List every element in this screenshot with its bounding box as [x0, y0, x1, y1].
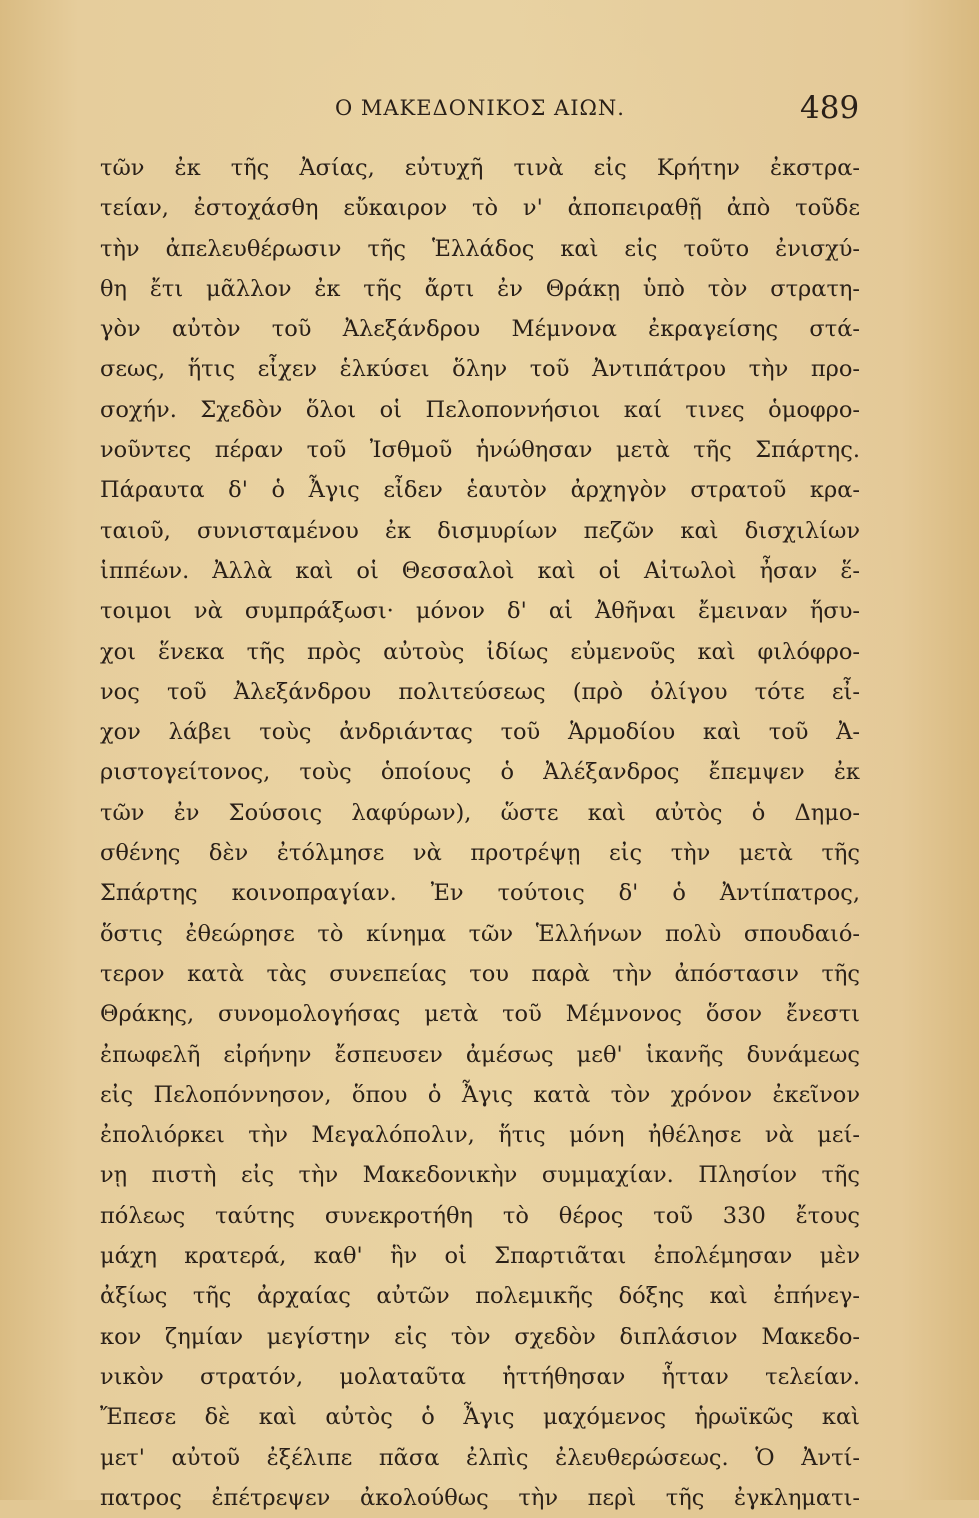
text-line: σοχήν. Σχεδὸν ὅλοι οἱ Πελοποννήσιοι καί τινες ὁμοφρο- [100, 396, 860, 423]
text-line: ὅστις ἐθεώρησε τὸ κίνημα τῶν Ἑλλήνων πολὺ σπουδαιό- [100, 920, 860, 947]
text-line: σεως, ἥτις εἶχεν ἑλκύσει ὅλην τοῦ Ἀντιπάτρου τὴν προ- [100, 356, 860, 383]
text-line: τοιμοι νὰ συμπράξωσι· μόνον δ' αἱ Ἀθῆναι ἔμειναν ἥσυ- [100, 598, 860, 625]
page-number: 489 [800, 90, 860, 126]
text-line: ἐπωφελῆ εἰρήνην ἔσπευσεν ἀμέσως μεθ' ἱκανῆς δυνάμεως [100, 1041, 860, 1068]
text-line: σθένης δὲν ἐτόλμησε νὰ προτρέψῃ εἰς τὴν μετὰ τῆς [100, 840, 860, 867]
text-line: τὴν ἀπελευθέρωσιν τῆς Ἑλλάδος καὶ εἰς τοῦτο ἐνισχύ- [100, 235, 860, 262]
running-header [0, 90, 979, 130]
text-line: χοι ἕνεκα τῆς πρὸς αὐτοὺς ἰδίως εὐμενοῦς καὶ φιλόφρο- [100, 638, 860, 665]
text-line: Πάραυτα δ' ὁ Ἆγις εἶδεν ἑαυτὸν ἀρχηγὸν στρατοῦ κρα- [100, 477, 860, 504]
running-title: Ο ΜΑΚΕΔΟΝΙΚΟΣ ΑΙΩΝ. [335, 96, 625, 120]
text-line: τείαν, ἐστοχάσθη εὔκαιρον τὸ ν' ἀποπειραθῇ ἀπὸ τοῦδε [100, 195, 860, 222]
text-line: νοῦντες πέραν τοῦ Ἰσθμοῦ ἡνώθησαν μετὰ τῆς Σπάρτης. [100, 437, 860, 464]
text-line: τῶν ἐκ τῆς Ἀσίας, εὐτυχῆ τινὰ εἰς Κρήτην ἐκστρα- [100, 155, 860, 181]
text-line: πόλεως ταύτης συνεκροτήθη τὸ θέρος τοῦ 330 ἔτους [100, 1202, 860, 1229]
text-line: ἱππέων. Ἀλλὰ καὶ οἱ Θεσσαλοὶ καὶ οἱ Αἰτωλοὶ ἦσαν ἕ- [100, 557, 860, 584]
text-line: τερον κατὰ τὰς συνεπείας του παρὰ τὴν ἀπόστασιν τῆς [100, 960, 860, 987]
text-line: μάχη κρατερά, καθ' ἣν οἱ Σπαρτιᾶται ἐπολέμησαν μὲν [100, 1243, 860, 1270]
body-text [100, 148, 860, 1518]
text-line: ταιοῦ, συνισταμένου ἐκ δισμυρίων πεζῶν καὶ δισχιλίων [100, 517, 860, 544]
text-line: Ἔπεσε δὲ καὶ αὐτὸς ὁ Ἆγις μαχόμενος ἡρωϊκῶς καὶ [100, 1404, 860, 1431]
text-line: νῃ πιστὴ εἰς τὴν Μακεδονικὴν συμμαχίαν. Πλησίον τῆς [100, 1162, 860, 1189]
text-line: Σπάρτης κοινοπραγίαν. Ἐν τούτοις δ' ὁ Ἀντίπατρος, [100, 880, 860, 907]
text-line: ἐπολιόρκει τὴν Μεγαλόπολιν, ἥτις μόνη ἠθέλησε νὰ μεί- [100, 1122, 860, 1149]
text-line: πατρος ἐπέτρεψεν ἀκολούθως τὴν περὶ τῆς ἐγκληματι- [100, 1484, 860, 1511]
text-line: τῶν ἐν Σούσοις λαφύρων), ὥστε καὶ αὐτὸς ὁ Δημο- [100, 799, 860, 826]
text-line: χον λάβει τοὺς ἀνδριάντας τοῦ Ἁρμοδίου καὶ τοῦ Ἀ- [100, 719, 860, 746]
text-line: γὸν αὐτὸν τοῦ Ἀλεξάνδρου Μέμνονα ἐκραγείσης στά- [100, 316, 860, 343]
text-line: μετ' αὐτοῦ ἐξέλιπε πᾶσα ἐλπὶς ἐλευθερώσεως. Ὁ Ἀντί- [100, 1444, 860, 1471]
text-line: ριστογείτονος, τοὺς ὁποίους ὁ Ἀλέξανδρος ἔπεμψεν ἐκ [100, 759, 860, 786]
text-line: Θράκης, συνομολογήσας μετὰ τοῦ Μέμνονος ὅσον ἔνεστι [100, 1001, 860, 1028]
text-line: νος τοῦ Ἀλεξάνδρου πολιτεύσεως (πρὸ ὀλίγου τότε εἶ- [100, 678, 860, 705]
text-line: νικὸν στρατόν, μολαταῦτα ἡττήθησαν ἧτταν τελείαν. [100, 1363, 860, 1390]
text-line: κον ζημίαν μεγίστην εἰς τὸν σχεδὸν διπλάσιον Μακεδο- [100, 1323, 860, 1350]
text-line: ἀξίως τῆς ἀρχαίας αὐτῶν πολεμικῆς δόξης καὶ ἐπήνεγ- [100, 1283, 860, 1310]
text-line: εἰς Πελοπόννησον, ὅπου ὁ Ἆγις κατὰ τὸν χρόνον ἐκεῖνον [100, 1081, 860, 1108]
text-line: θη ἔτι μᾶλλον ἐκ τῆς ἄρτι ἐν Θράκῃ ὑπὸ τὸν στρατη- [100, 275, 860, 302]
